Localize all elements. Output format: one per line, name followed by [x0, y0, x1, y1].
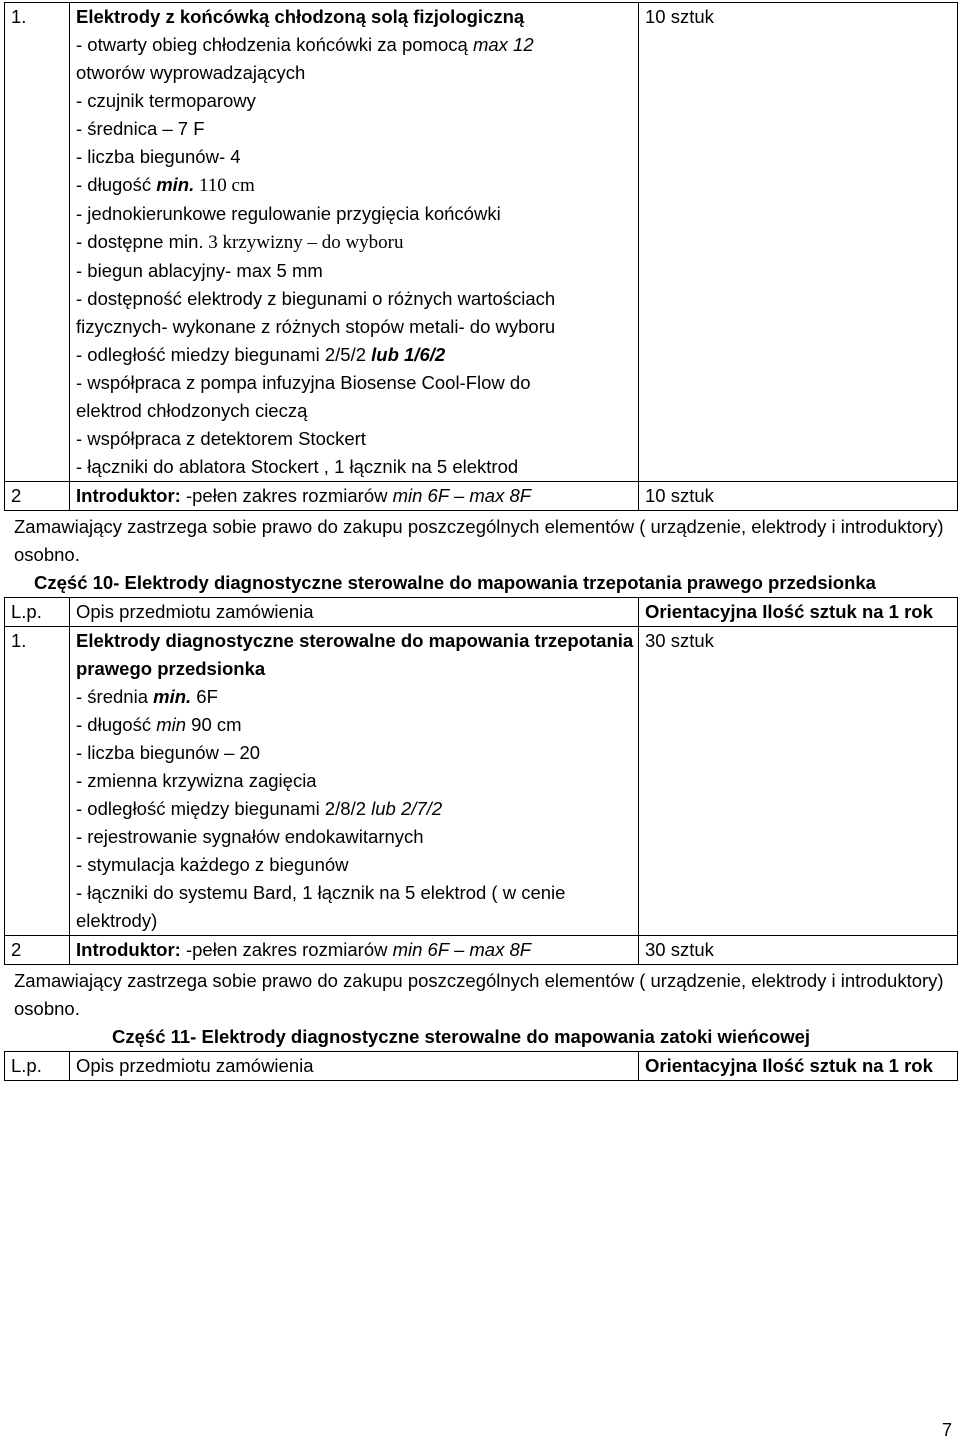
spec-line: - biegun ablacyjny- max 5 mm	[76, 260, 323, 281]
lp-cell: 1.	[5, 3, 70, 482]
spec-line: elektrod chłodzonych cieczą	[76, 400, 308, 421]
part-11-table	[4, 1051, 958, 1081]
spec-line: - średnia min. 6F	[76, 686, 218, 707]
lp-cell: 2	[5, 936, 70, 965]
spec-line: - łączniki do systemu Bard, 1 łącznik na 5 elektrod ( w cenie	[76, 882, 566, 903]
quantity-cell: 30 sztuk	[639, 627, 958, 936]
lp-cell: 1.	[5, 627, 70, 936]
spec-line: - średnica – 7 F	[76, 118, 205, 139]
reservation-note: Zamawiający zastrzega sobie prawo do zakupu poszczególnych elementów ( urządzenie, elektrody i introduktory) osobno.	[14, 516, 944, 565]
header-quantity: Orientacyjna Ilość sztuk na 1 rok	[639, 598, 958, 627]
part-10-title: Część 10- Elektrody diagnostyczne sterowalne do mapowania trzepotania prawego przedsionka	[34, 572, 876, 593]
spec-line: elektrody)	[76, 910, 158, 931]
spec-line: - łączniki do ablatora Stockert , 1 łącznik na 5 elektrod	[76, 456, 519, 477]
spec-line: - dostępność elektrody z biegunami o różnych wartościach	[76, 288, 556, 309]
header-description: Opis przedmiotu zamówienia	[70, 1052, 639, 1081]
table-header-row	[5, 598, 958, 627]
quantity-cell: 30 sztuk	[639, 936, 958, 965]
description-cell	[70, 627, 639, 936]
spec-line: - dostępne min. 3 krzywizny – do wyboru	[76, 231, 404, 253]
spec-line: - liczba biegunów- 4	[76, 146, 241, 167]
spec-line: otworów wyprowadzających	[76, 62, 306, 83]
spec-line: - zmienna krzywizna zagięcia	[76, 770, 317, 791]
top-spec-table	[4, 2, 958, 511]
description-cell: Introduktor: -pełen zakres rozmiarów min 6F – max 8F	[70, 936, 639, 965]
part-11-title: Część 11- Elektrody diagnostyczne sterowalne do mapowania zatoki wieńcowej	[112, 1026, 811, 1047]
document-page	[4, 2, 957, 1081]
part-10-table	[4, 597, 958, 965]
quantity-cell: 10 sztuk	[639, 3, 958, 482]
reservation-note: Zamawiający zastrzega sobie prawo do zakupu poszczególnych elementów ( urządzenie, elektrody i introduktory) osobno.	[14, 970, 944, 1019]
item-title: Elektrody z końcówką chłodzoną solą fizjologiczną	[76, 6, 525, 27]
header-quantity: Orientacyjna Ilość sztuk na 1 rok	[639, 1052, 958, 1081]
table-row	[5, 627, 958, 936]
spec-line: fizycznych- wykonane z różnych stopów metali- do wyboru	[76, 316, 556, 337]
quantity-cell: 10 sztuk	[639, 482, 958, 511]
item-title: Elektrody diagnostyczne sterowalne do mapowania trzepotania prawego przedsionka	[76, 630, 634, 679]
description-cell	[70, 3, 639, 482]
spec-line: - jednokierunkowe regulowanie przygięcia końcówki	[76, 203, 501, 224]
lp-cell: 2	[5, 482, 70, 511]
spec-line: - czujnik termoparowy	[76, 90, 256, 111]
table-row	[5, 482, 958, 511]
header-lp: L.p.	[5, 1052, 70, 1081]
spec-line: - odległość między biegunami 2/8/2 lub 2/7/2	[76, 798, 443, 819]
spec-line: - odległość miedzy biegunami 2/5/2 lub 1/6/2	[76, 344, 446, 365]
table-row	[5, 3, 958, 482]
description-cell: Introduktor: -pełen zakres rozmiarów min 6F – max 8F	[70, 482, 639, 511]
spec-line: - długość min 90 cm	[76, 714, 242, 735]
page-number: 7	[941, 1420, 952, 1440]
header-lp: L.p.	[5, 598, 70, 627]
header-description: Opis przedmiotu zamówienia	[70, 598, 639, 627]
spec-line: - współpraca z detektorem Stockert	[76, 428, 366, 449]
spec-line: - liczba biegunów – 20	[76, 742, 261, 763]
spec-line: - otwarty obieg chłodzenia końcówki za pomocą max 12	[76, 34, 534, 55]
spec-line: - rejestrowanie sygnałów endokawitarnych	[76, 826, 424, 847]
table-header-row	[5, 1052, 958, 1081]
spec-line: - długość min. 110 cm	[76, 174, 255, 196]
table-row	[5, 936, 958, 965]
spec-line: - współpraca z pompa infuzyjna Biosense Cool-Flow do	[76, 372, 531, 393]
spec-line: - stymulacja każdego z biegunów	[76, 854, 349, 875]
